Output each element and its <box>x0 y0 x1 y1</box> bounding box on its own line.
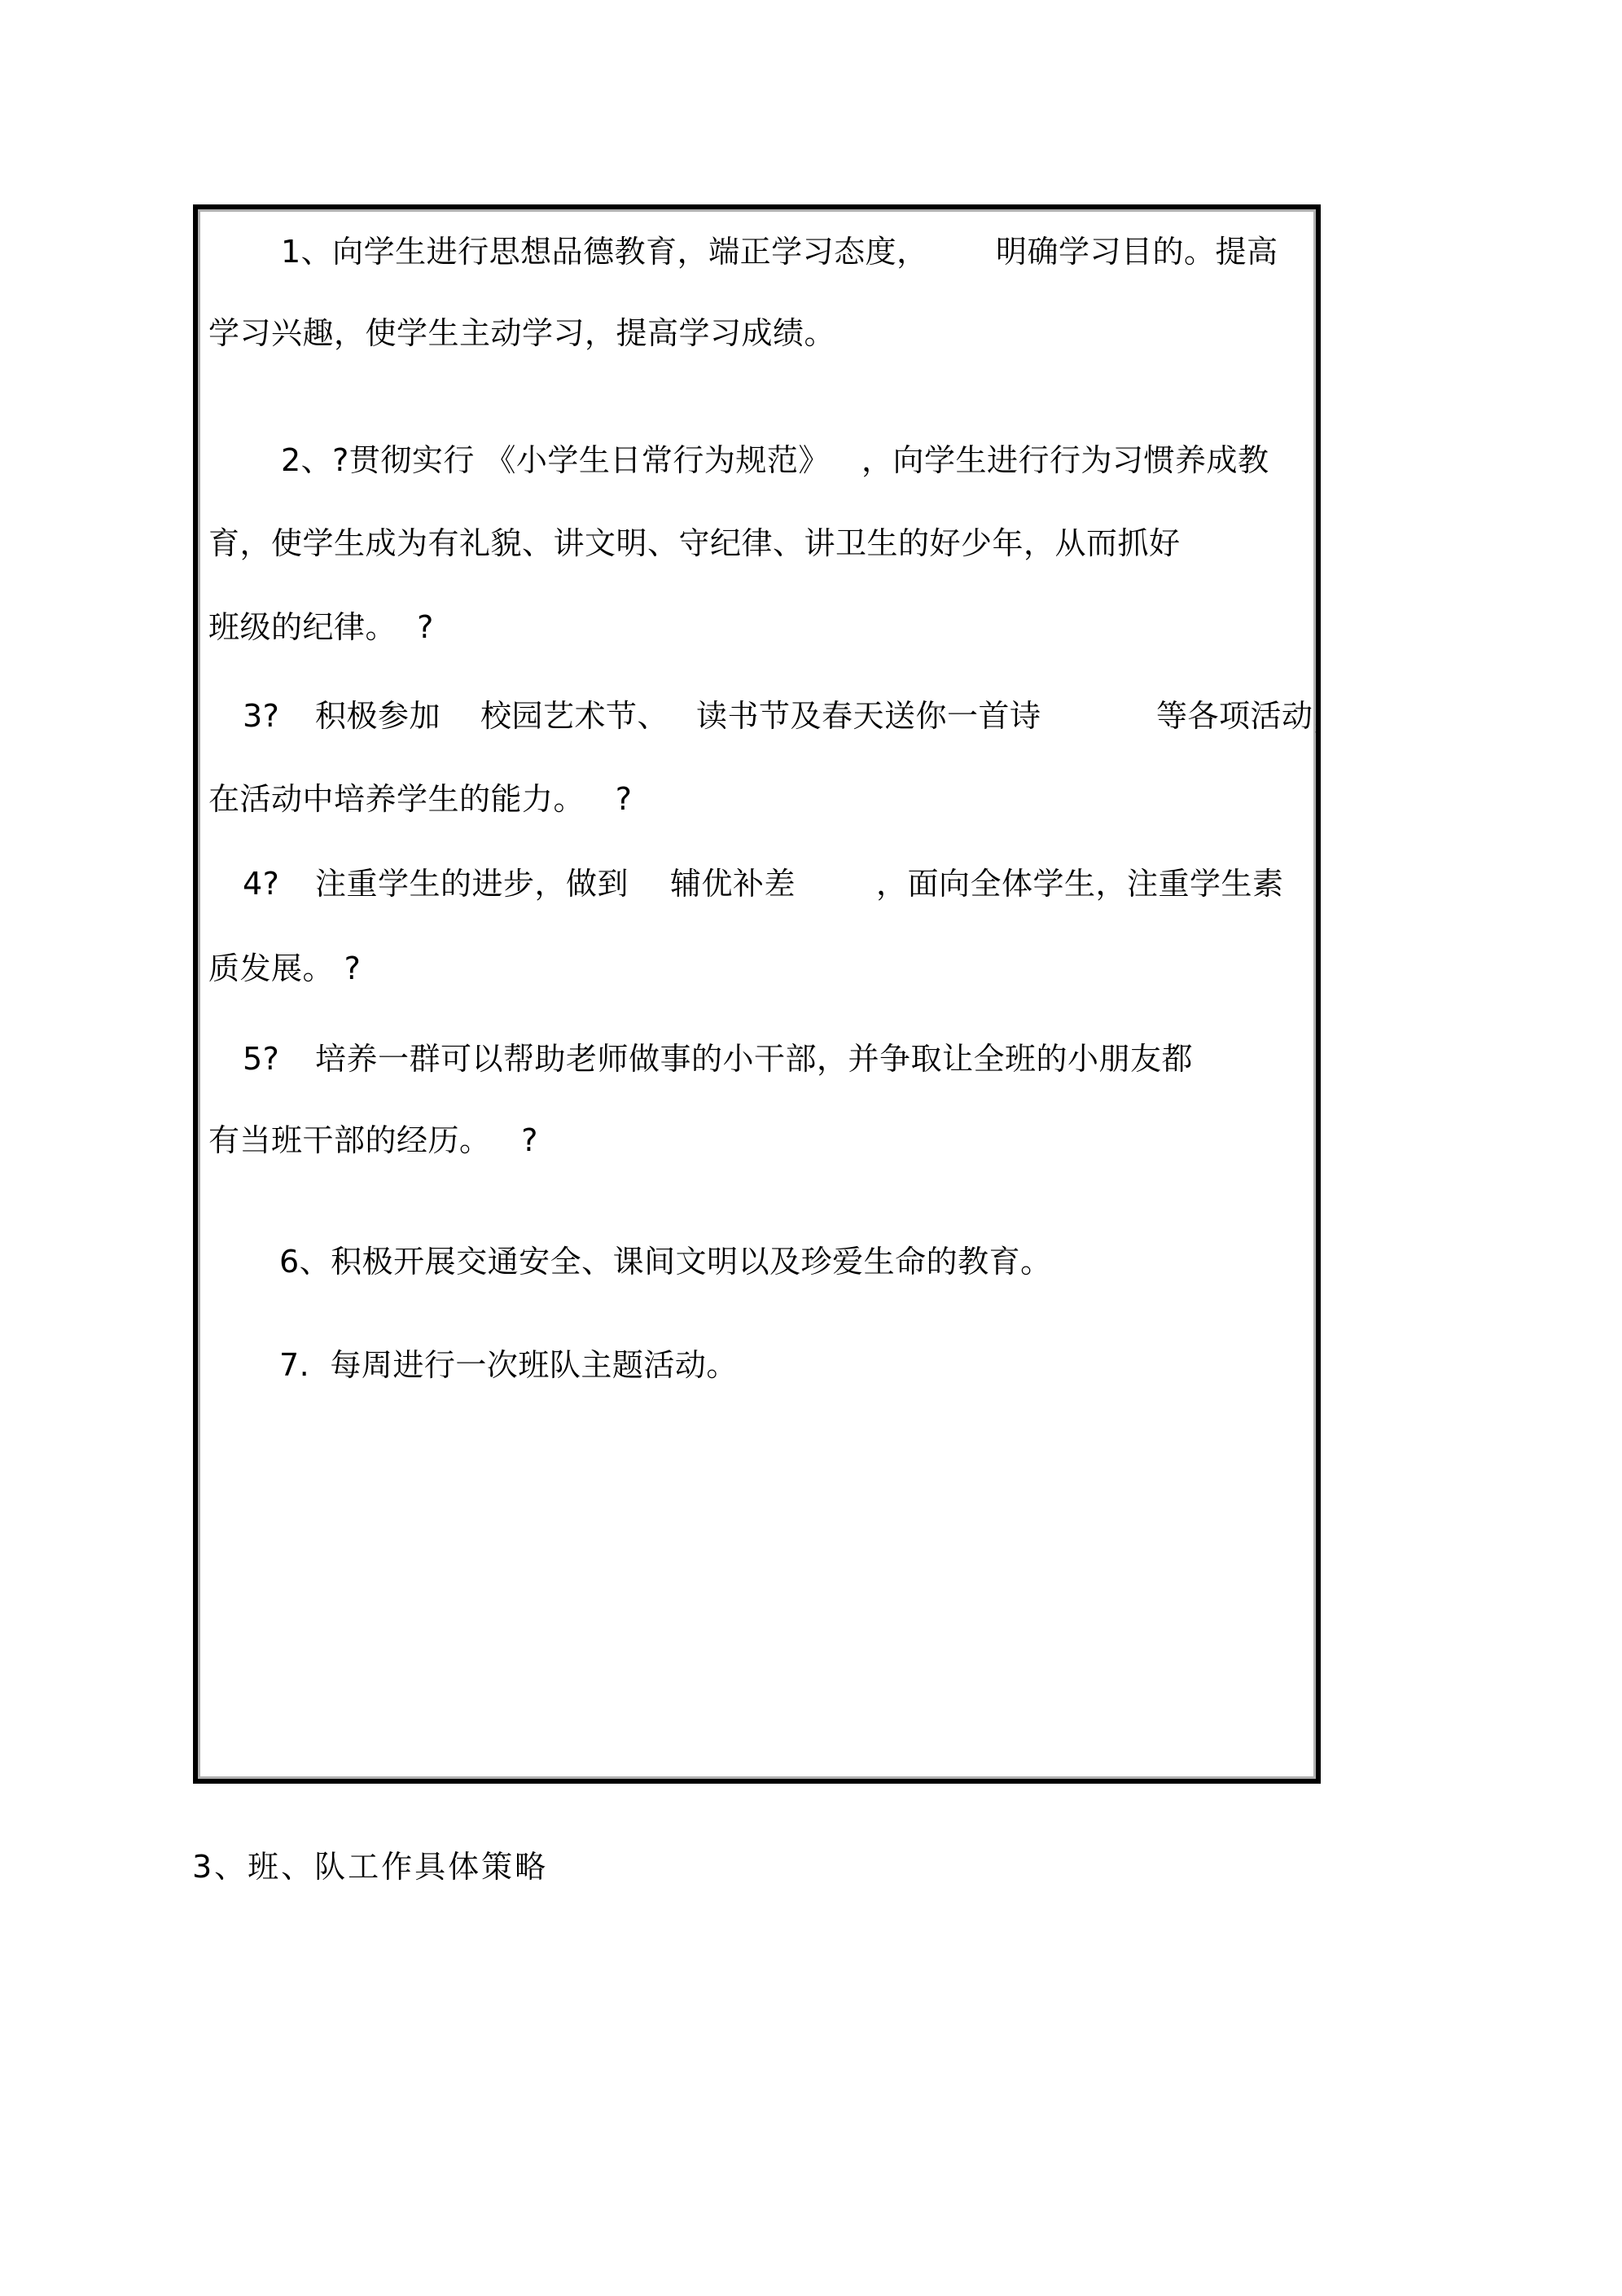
text-line-segment: 培养一群可以帮助老师做事的小干部，并争取让全班的小朋友都 <box>315 1041 1194 1077</box>
text-line-segment: 育，使学生成为有礼貌、讲文明、守纪律、讲卫生的好少年，从而抓好 <box>208 525 1181 561</box>
text-line-segment: 校园艺术节、 <box>480 698 669 734</box>
text-line-segment: 明确学习目的。提高 <box>996 234 1278 270</box>
text-line-segment: 学习兴趣，使学生主动学习，提高学习成绩。 <box>208 315 836 351</box>
text-line-segment: 5? <box>243 1041 280 1077</box>
text-line-segment: ，面向全体学生，注重学生素 <box>876 866 1284 902</box>
text-line-segment: 班级的纪律。 ? <box>208 609 434 645</box>
text-line-segment: 质发展。 ? <box>208 950 362 986</box>
text-line-segment: 在活动中培养学生的能力。 ? <box>208 781 633 817</box>
text-line-segment: 有当班干部的经历。 ? <box>208 1122 538 1158</box>
text-line-segment: 3? <box>243 698 280 734</box>
text-line-segment: ，向学生进行行为习惯养成教 <box>861 442 1269 478</box>
text-line-segment: 积极参加 <box>315 698 441 734</box>
text-line-segment: 6、积极开展交通安全、课间文明以及珍爱生命的教育。 <box>279 1244 1052 1280</box>
text-line-segment: 等各项活动， <box>1156 698 1345 734</box>
content-box <box>193 204 1321 1784</box>
section-heading: 3、班、队工作具体策略 <box>192 1849 549 1885</box>
text-line-segment: 4? <box>243 866 280 902</box>
text-line-segment: 辅优补差 <box>670 866 796 902</box>
text-line-segment: 1、向学生进行思想品德教育，端正学习态度， <box>281 234 928 270</box>
text-line-segment: 读书节及春天送你一首诗 <box>696 698 1041 734</box>
text-line-segment: 注重学生的进步，做到 <box>315 866 629 902</box>
text-line-segment: 2、?贯彻实行 《小学生日常行为规范》 <box>281 442 830 478</box>
text-line-segment: 7. 每周进行一次班队主题活动。 <box>279 1347 738 1383</box>
